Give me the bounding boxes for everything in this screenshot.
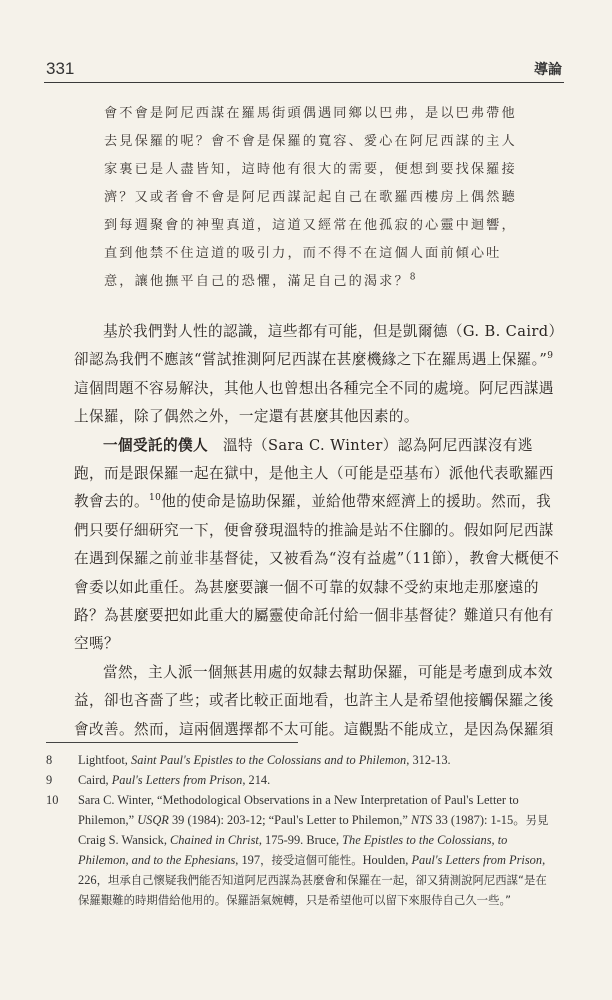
- running-head: 導論: [534, 62, 562, 78]
- page-number: 331: [46, 59, 75, 78]
- footnote-fragment: 另見: [525, 813, 549, 827]
- citation-title: Paul's Letters from Prison: [411, 853, 543, 867]
- footnote-8: [46, 750, 558, 770]
- paragraph-3-text: 當然，主人派一個無甚用處的奴隸去幫助保羅，可能是考慮到成本效益，卻也吝嗇了些；或者比較正面地看，也許主人是希望他接觸保羅之後會改善。然而，這兩個選擇都不太可能。這觀點不能成立，是因為保羅須: [74, 663, 554, 738]
- block-quote: [104, 100, 528, 296]
- main-text: [74, 318, 560, 744]
- footnote-ref-8[interactable]: 8: [409, 272, 418, 283]
- footnote-fragment: 33 (1987): 1-15。: [432, 813, 526, 827]
- paragraph-2-text-b: 他的使命是協助保羅，並給他帶來經濟上的援助。然而，我們只要仔細研究一下，便會發現溫特的推論是站不住腳的。假如阿尼西謀在遇到保羅之前並非基督徒，又被看為“沒有益處”（11節），教會大概便不會委以如此重任。為甚麼要讓一個不可靠的奴隸不受約束地走那麼遠的路？為甚麼要把如此重大的屬靈使命託付給一個非基督徒？難道只有他有空嗎？: [74, 493, 560, 653]
- citation-title: Paul's Letters from Prison: [111, 773, 243, 787]
- footnote-fragment: Sara C. Winter, “Methodological Observations in a New Interpretation of Paul's Letter to Philemon,”: [78, 793, 519, 827]
- paragraph-1: [74, 318, 560, 432]
- paragraph-3: [74, 659, 560, 744]
- paragraph-2-text-a: 溫特（Sara C. Winter）認為阿尼西謀沒有逃跑，而是跟保羅一起在獄中，是他主人（可能是亞基布）派他代表歌羅西教會去的。: [74, 436, 554, 511]
- footnote-ref-9[interactable]: 9: [547, 351, 554, 362]
- footnote-number: 9: [46, 773, 53, 787]
- citation-title: Saint Paul's Epistles to the Colossians and to Philemon: [131, 753, 407, 767]
- page-header: [46, 58, 562, 80]
- footnote-number: 8: [46, 753, 53, 767]
- footnote-fragment: , 175-99. Bruce,: [258, 833, 343, 847]
- footnote-10: [46, 790, 558, 910]
- footnote-fragment: , 197: [235, 853, 261, 867]
- footnote-fragment: Caird,: [78, 773, 112, 787]
- paragraph-2: [74, 432, 560, 659]
- footnote-text: [78, 790, 558, 910]
- footnote-number: 10: [46, 793, 59, 807]
- footnote-text: [78, 770, 558, 790]
- paragraph-1-text-b: 這個問題不容易解決，其他人也曾想出各種完全不同的處境。阿尼西謀遇上保羅，除了偶然之外，一定還有甚麼其他因素的。: [74, 379, 554, 426]
- footnote-fragment: , 312-13.: [406, 753, 451, 767]
- footnote-rule: [46, 742, 298, 743]
- footnote-fragment: Houlden,: [362, 853, 412, 867]
- section-lead-heading: 一個受託的僕人: [103, 436, 208, 454]
- footnotes: [46, 750, 558, 910]
- citation-title: Chained in Christ: [170, 833, 259, 847]
- footnote-fragment: , 214.: [242, 773, 271, 787]
- citation-title: NTS: [410, 813, 433, 827]
- block-quote-text: 會不會是阿尼西謀在羅馬街頭偶遇同鄉以巴弗，是以巴弗帶他去見保羅的呢？會不會是保羅的寬容、愛心在阿尼西謀的主人家裏已是人盡皆知，這時他有很大的需要，便想到要找保羅接濟？又或者會不會是阿尼西謀記起自己在歌羅西樓房上偶然聽到每週聚會的神聖真道，這道又經常在他孤寂的心靈中迴響，直到他禁不住這道的吸引力，而不得不在這個人面前傾心吐意，讓他撫平自己的恐懼，滿足自己的渴求？: [104, 106, 517, 289]
- footnote-fragment: ，坦承自己懷疑我們能否知道阿尼西謀為甚麼會和保羅在一起，卻又猜測說阿尼西謀“是在保羅艱難的時期借給他用的。保羅語氣婉轉，只是希望他可以留下來服侍自己久一些。”: [78, 873, 547, 907]
- header-rule: [44, 82, 564, 83]
- footnote-ref-10[interactable]: 10: [148, 493, 162, 504]
- citation-title: The Epistles to the Colossians, to Philemon, and to the Ephesians: [78, 833, 508, 867]
- footnote-fragment: Lightfoot,: [78, 753, 131, 767]
- footnote-fragment: ，接受這個可能性。: [260, 853, 363, 867]
- citation-title: USQR: [137, 813, 169, 827]
- footnote-text: [78, 750, 558, 770]
- footnote-fragment: , 226: [78, 853, 546, 887]
- footnote-fragment: Craig S. Wansick,: [78, 833, 171, 847]
- footnote-9: [46, 770, 558, 790]
- paragraph-1-text-a: 基於我們對人性的認識，這些都有可能，但是凱爾德（G. B. Caird）卻認為我們不應該“嘗試推測阿尼西謀在甚麼機緣之下在羅馬遇上保羅。”: [74, 323, 557, 369]
- footnote-fragment: 39 (1984): 203-12; “Paul's Letter to Philemon,”: [168, 813, 411, 827]
